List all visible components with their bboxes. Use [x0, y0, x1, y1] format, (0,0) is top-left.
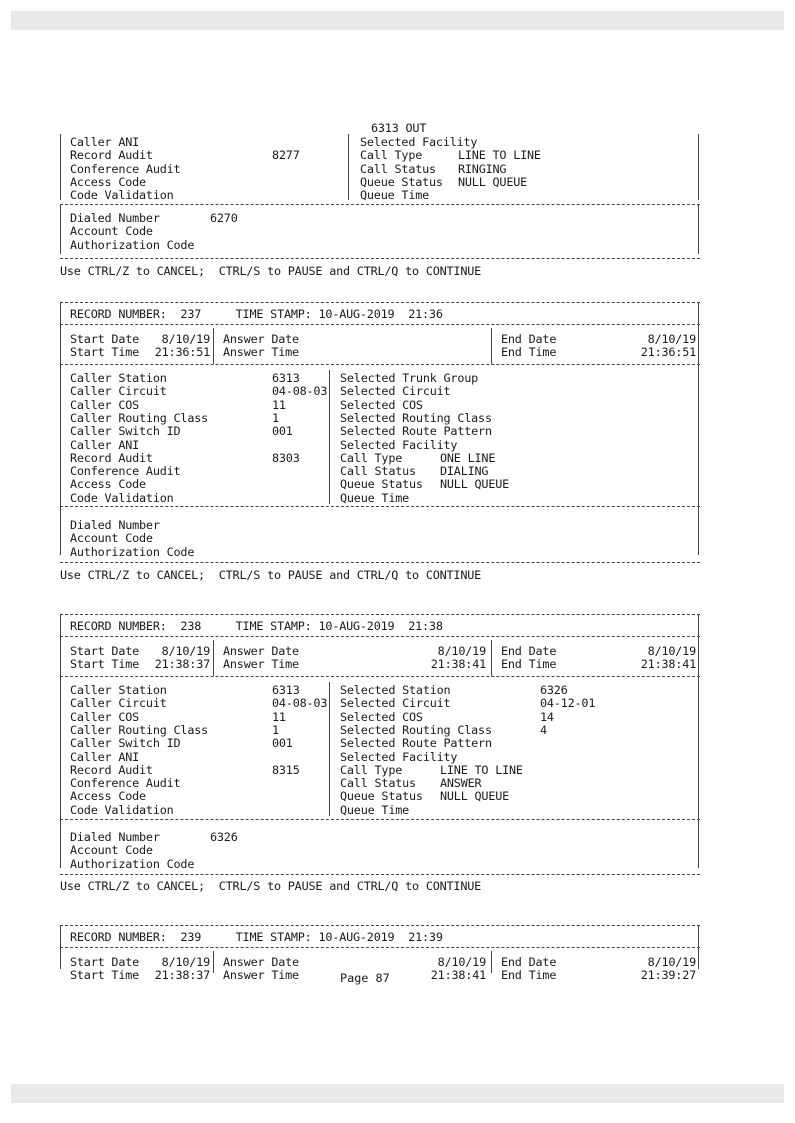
selected-field-label: Selected Routing Class [340, 410, 492, 425]
dialed-field-label: Account Code [70, 843, 153, 858]
caller-field-label: Code Validation [70, 802, 174, 817]
caller-field-label: Access Code [70, 789, 146, 804]
start-date: 8/10/19 [161, 955, 210, 969]
start-time: 21:38:37 [154, 968, 210, 982]
selected-field-label: Queue Time [340, 802, 410, 817]
selected-field-label: Queue Status [340, 789, 423, 804]
start-time: 21:38:37 [154, 657, 210, 671]
start-date-label: Start Date [70, 644, 140, 658]
selected-field-label: Call Status [340, 776, 416, 791]
selected-field-label: Selected COS [340, 397, 423, 412]
selected-field-label: Selected Route Pattern [340, 736, 492, 751]
start-time-label: Start Time [70, 968, 140, 982]
caller-field-label: Access Code [70, 174, 146, 189]
caller-field-value: 001 [272, 736, 293, 751]
answer-date-label: Answer Date [223, 332, 299, 346]
selected-field-label: Selected Facility [360, 135, 478, 149]
answer-time-label: Answer Time [223, 968, 299, 982]
caller-field-value: 1 [272, 410, 279, 425]
selected-field-value: NULL QUEUE [458, 174, 528, 189]
selected-field-label: Queue Status [360, 174, 443, 189]
caller-field-label: Caller ANI [70, 749, 140, 764]
selected-field-value: ONE LINE [440, 450, 496, 465]
caller-field-label: Record Audit [70, 148, 153, 163]
record-header: RECORD NUMBER: 239 TIME STAMP: 10-AUG-2019 21:39 [70, 930, 443, 944]
selected-field-value: 6326 [540, 683, 568, 697]
start-date-label: Start Date [70, 955, 140, 969]
answer-time: 21:38:41 [430, 968, 486, 982]
selected-field-label: Selected Facility [340, 437, 458, 452]
dialed-field-value: 6326 [210, 830, 238, 844]
caller-field-label: Record Audit [70, 762, 153, 777]
dialed-field-label: Dialed Number [70, 211, 160, 225]
scan-bottom-band [11, 1084, 784, 1103]
start-time-label: Start Time [70, 345, 140, 359]
selected-field-label: Selected COS [340, 709, 423, 724]
selected-field-label: Call Type [340, 762, 403, 777]
caller-field-label: Caller Station [70, 371, 167, 385]
caller-field-label: Caller Circuit [70, 384, 167, 399]
selected-field-value: NULL QUEUE [440, 789, 510, 804]
caller-field-label: Caller Station [70, 683, 167, 697]
caller-field-label: Code Validation [70, 188, 174, 203]
caller-field-label: Caller ANI [70, 437, 140, 452]
record-header: RECORD NUMBER: 237 TIME STAMP: 10-AUG-2019 21:36 [70, 307, 443, 321]
dialed-field-label: Authorization Code [70, 237, 195, 252]
caller-field-value: 11 [272, 709, 286, 724]
cancel-instructions: Use CTRL/Z to CANCEL; CTRL/S to PAUSE and CTRL/Q to CONTINUE [60, 879, 482, 893]
caller-field-value: 6313 [272, 683, 300, 697]
end-date: 8/10/19 [647, 332, 696, 346]
caller-field-label: Caller ANI [70, 135, 140, 149]
dialed-field-label: Dialed Number [70, 830, 160, 844]
page-number: Page 87 [340, 971, 390, 985]
selected-field-value: LINE TO LINE [458, 148, 541, 163]
selected-field-value: 14 [540, 709, 554, 724]
end-time: 21:36:51 [640, 345, 696, 359]
caller-field-label: Caller Switch ID [70, 424, 181, 439]
end-time-label: End Time [501, 657, 557, 671]
caller-field-label: Caller Circuit [70, 696, 167, 711]
answer-time-label: Answer Time [223, 657, 299, 671]
end-time: 21:38:41 [640, 657, 696, 671]
caller-field-label: Conference Audit [70, 776, 181, 791]
caller-field-label: Conference Audit [70, 161, 181, 176]
answer-time-label: Answer Time [223, 345, 299, 359]
end-date: 8/10/19 [647, 955, 696, 969]
selected-field-label: Selected Circuit [340, 384, 451, 399]
answer-date: 8/10/19 [437, 644, 486, 658]
end-date-label: End Date [501, 955, 557, 969]
caller-field-value: 001 [272, 424, 293, 439]
dialed-field-value: 6270 [210, 211, 238, 225]
end-time-label: End Time [501, 968, 557, 982]
selected-field-value: 4 [540, 722, 547, 737]
end-time: 21:39:27 [640, 968, 696, 982]
caller-field-value: 8303 [272, 450, 300, 465]
selected-field-label: Selected Trunk Group [340, 371, 479, 385]
caller-field-value: 6313 [272, 371, 300, 385]
selected-field-label: Selected Circuit [340, 696, 451, 711]
selected-field-label: Queue Time [340, 490, 410, 505]
caller-field-value: 8277 [272, 148, 300, 163]
dialed-field-label: Dialed Number [70, 518, 160, 532]
dialed-field-label: Account Code [70, 224, 153, 239]
dialed-field-label: Account Code [70, 531, 153, 546]
cancel-instructions: Use CTRL/Z to CANCEL; CTRL/S to PAUSE and CTRL/Q to CONTINUE [60, 264, 482, 278]
caller-field-label: Caller Routing Class [70, 410, 209, 425]
dialed-field-label: Authorization Code [70, 856, 195, 871]
selected-field-label: Call Status [360, 161, 436, 176]
record-header: RECORD NUMBER: 238 TIME STAMP: 10-AUG-2019 21:38 [70, 619, 443, 633]
selected-field-label: Call Type [360, 148, 423, 163]
answer-date-label: Answer Date [223, 955, 299, 969]
caller-field-label: Caller COS [70, 397, 140, 412]
caller-field-label: Code Validation [70, 490, 174, 505]
selected-field-label: Selected Station [340, 683, 451, 697]
selected-field-value: ANSWER [440, 776, 482, 791]
selected-field-label: Selected Facility [340, 749, 458, 764]
caller-field-value: 1 [272, 722, 279, 737]
answer-date-label: Answer Date [223, 644, 299, 658]
caller-field-value: 04-08-03 [272, 696, 328, 711]
selected-field-label: Selected Routing Class [340, 722, 492, 737]
selected-field-value: NULL QUEUE [440, 477, 510, 492]
start-date-label: Start Date [70, 332, 140, 346]
caller-field-label: Caller COS [70, 709, 140, 724]
selected-field-label: Call Status [340, 464, 416, 479]
selected-field-value: DIALING [440, 464, 489, 479]
selected-field-value: LINE TO LINE [440, 762, 523, 777]
start-date: 8/10/19 [161, 332, 210, 346]
caller-field-label: Conference Audit [70, 464, 181, 479]
start-date: 8/10/19 [161, 644, 210, 658]
selected-field-label: Queue Time [360, 188, 430, 203]
end-time-label: End Time [501, 345, 557, 359]
answer-date: 8/10/19 [437, 955, 486, 969]
scan-top-band [11, 11, 784, 30]
selected-field-label: Queue Status [340, 477, 423, 492]
start-time: 21:36:51 [154, 345, 210, 359]
cancel-instructions: Use CTRL/Z to CANCEL; CTRL/S to PAUSE and CTRL/Q to CONTINUE [60, 568, 482, 582]
station-out: 6313 OUT [371, 121, 427, 135]
selected-field-label: Call Type [340, 450, 403, 465]
selected-field-value: 04-12-01 [540, 696, 596, 711]
selected-field-label: Selected Route Pattern [340, 424, 492, 439]
selected-field-value: RINGING [458, 161, 507, 176]
end-date-label: End Date [501, 644, 557, 658]
caller-field-label: Caller Switch ID [70, 736, 181, 751]
start-time-label: Start Time [70, 657, 140, 671]
answer-time: 21:38:41 [430, 657, 486, 671]
caller-field-label: Caller Routing Class [70, 722, 209, 737]
end-date: 8/10/19 [647, 644, 696, 658]
caller-field-value: 04-08-03 [272, 384, 328, 399]
caller-field-value: 11 [272, 397, 286, 412]
end-date-label: End Date [501, 332, 557, 346]
caller-field-value: 8315 [272, 762, 300, 777]
dialed-field-label: Authorization Code [70, 544, 195, 559]
caller-field-label: Record Audit [70, 450, 153, 465]
caller-field-label: Access Code [70, 477, 146, 492]
